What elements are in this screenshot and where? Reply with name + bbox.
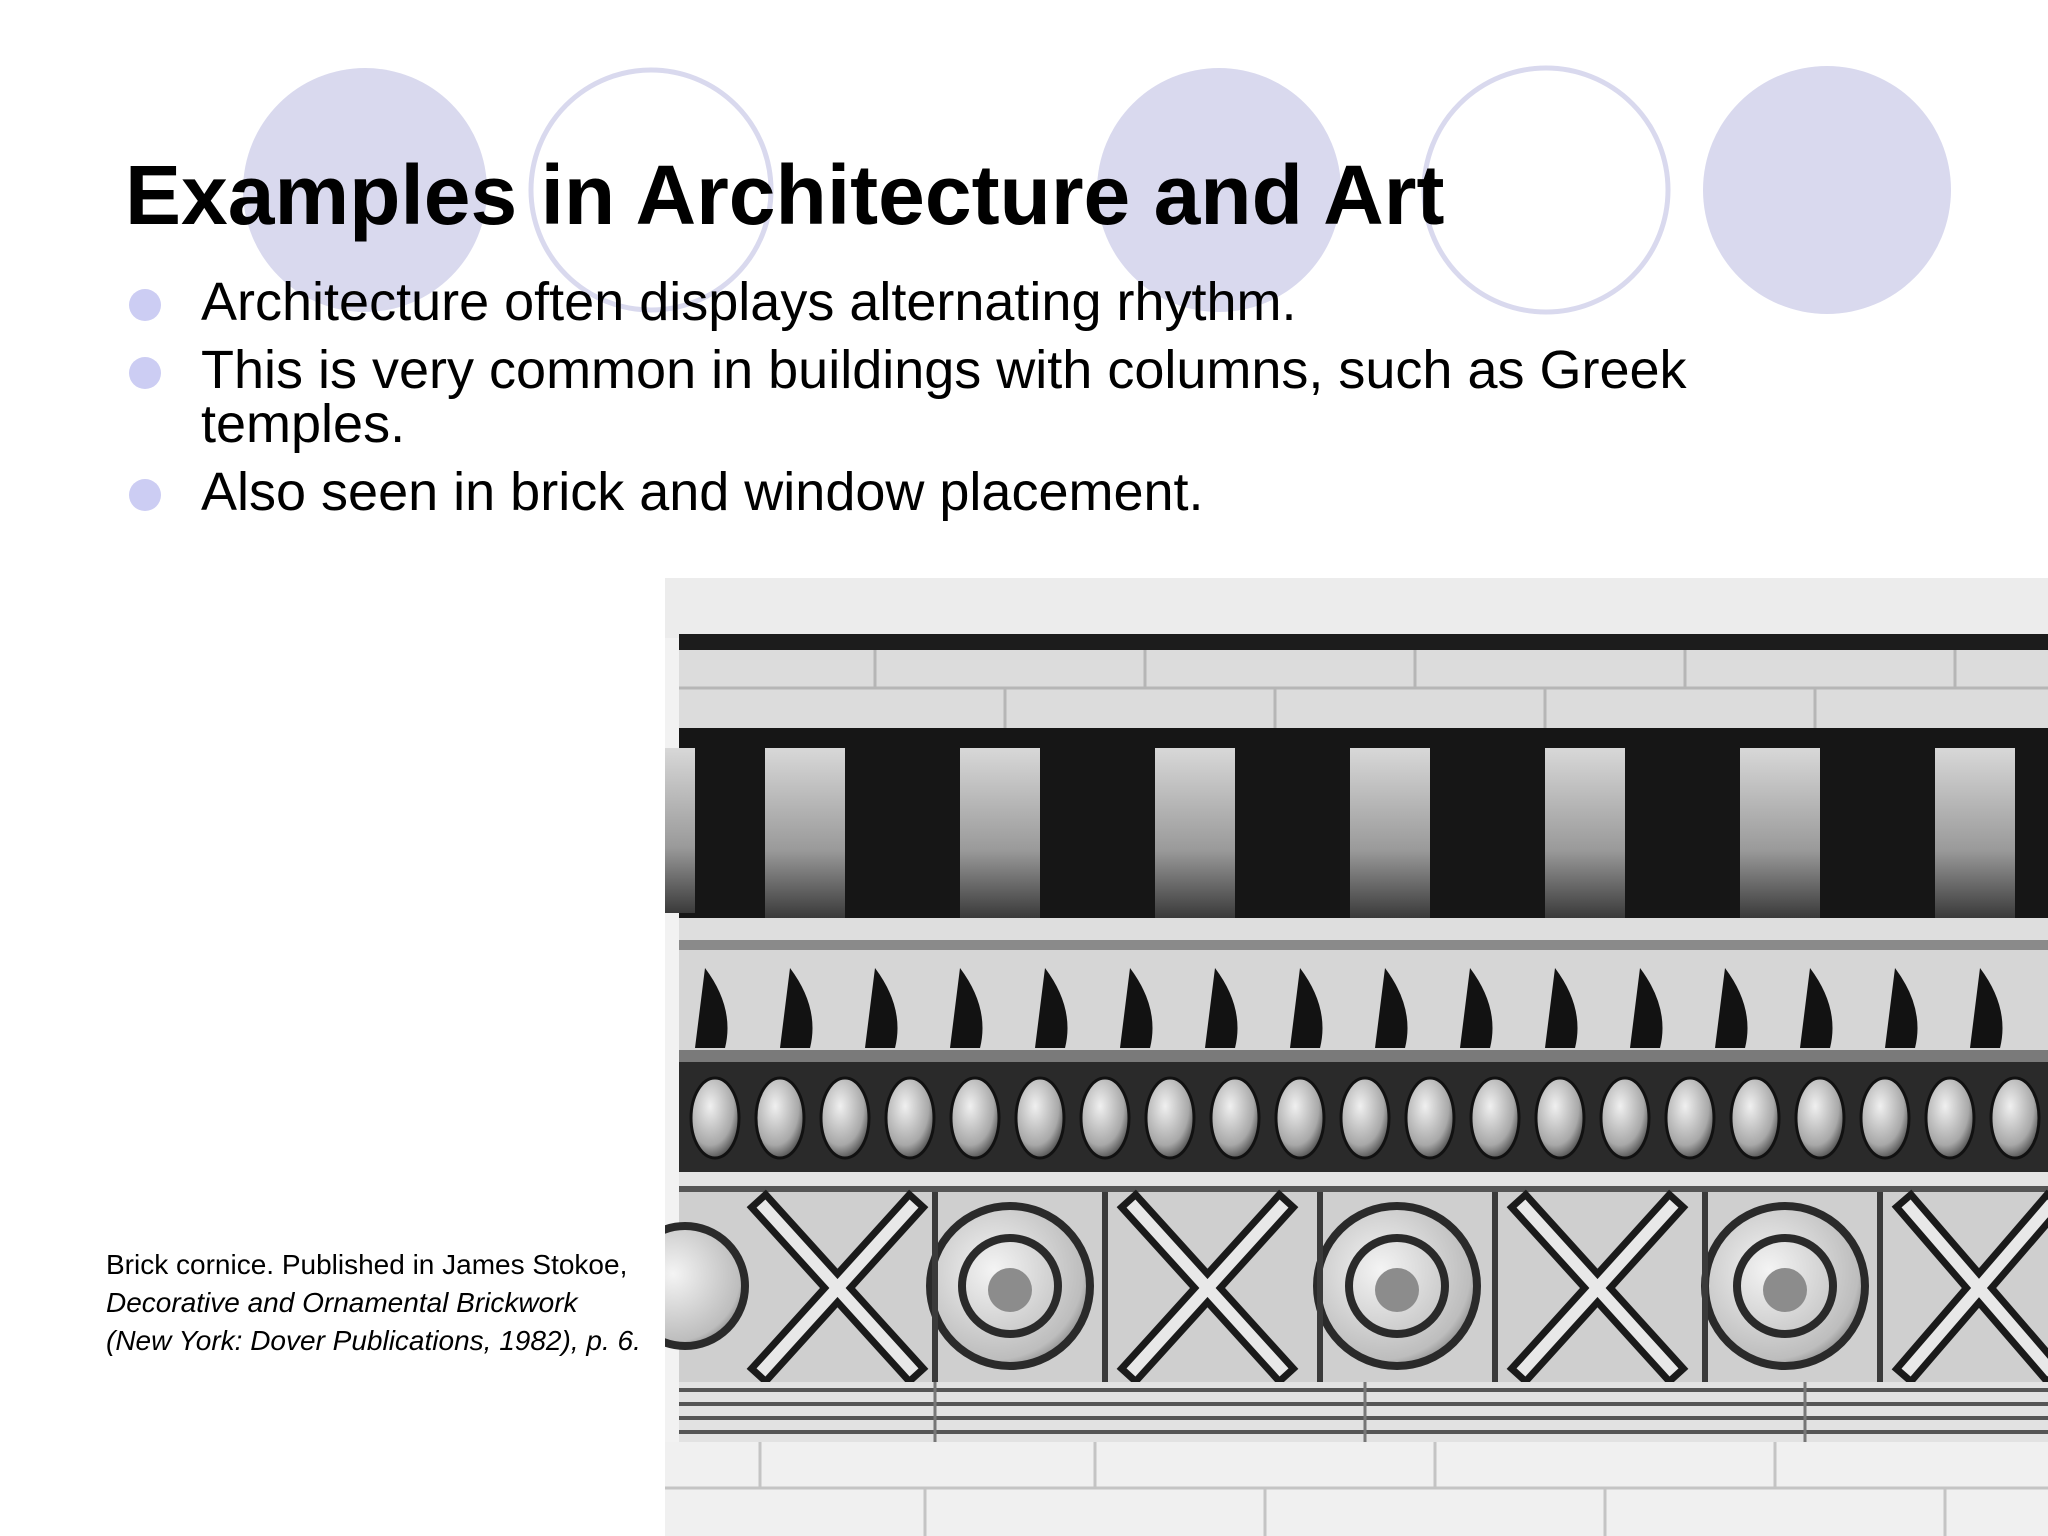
bullet-item — [125, 462, 1825, 522]
caption-italic-text: Decorative and Ornamental Brickwork (New York: Dover Publications, 1982), p. 6. — [106, 1287, 641, 1356]
bullet-item — [125, 272, 1825, 332]
image-caption — [106, 1246, 646, 1360]
bullet-dot-icon — [129, 357, 161, 389]
photo-ledge — [679, 918, 2048, 940]
brick-cornice-photo — [665, 578, 2048, 1536]
bullet-text: Architecture often displays alternating rhythm. — [201, 272, 1297, 332]
bullet-dot-icon — [129, 289, 161, 321]
photo-eggs — [691, 1078, 2039, 1158]
bullet-dot-icon — [129, 479, 161, 511]
bullet-item — [125, 340, 1825, 454]
slide-title: Examples in Architecture and Art — [125, 148, 1445, 242]
bullet-text: This is very common in buildings with columns, such as Greek temples. — [201, 340, 1687, 454]
photo-wall-top — [665, 578, 2048, 638]
photo-top-molding — [679, 634, 2048, 650]
caption-text: Brick cornice. Published in James Stokoe, — [106, 1249, 628, 1280]
bullet-text: Also seen in brick and window placement. — [201, 462, 1204, 522]
bullet-list — [125, 272, 1825, 533]
